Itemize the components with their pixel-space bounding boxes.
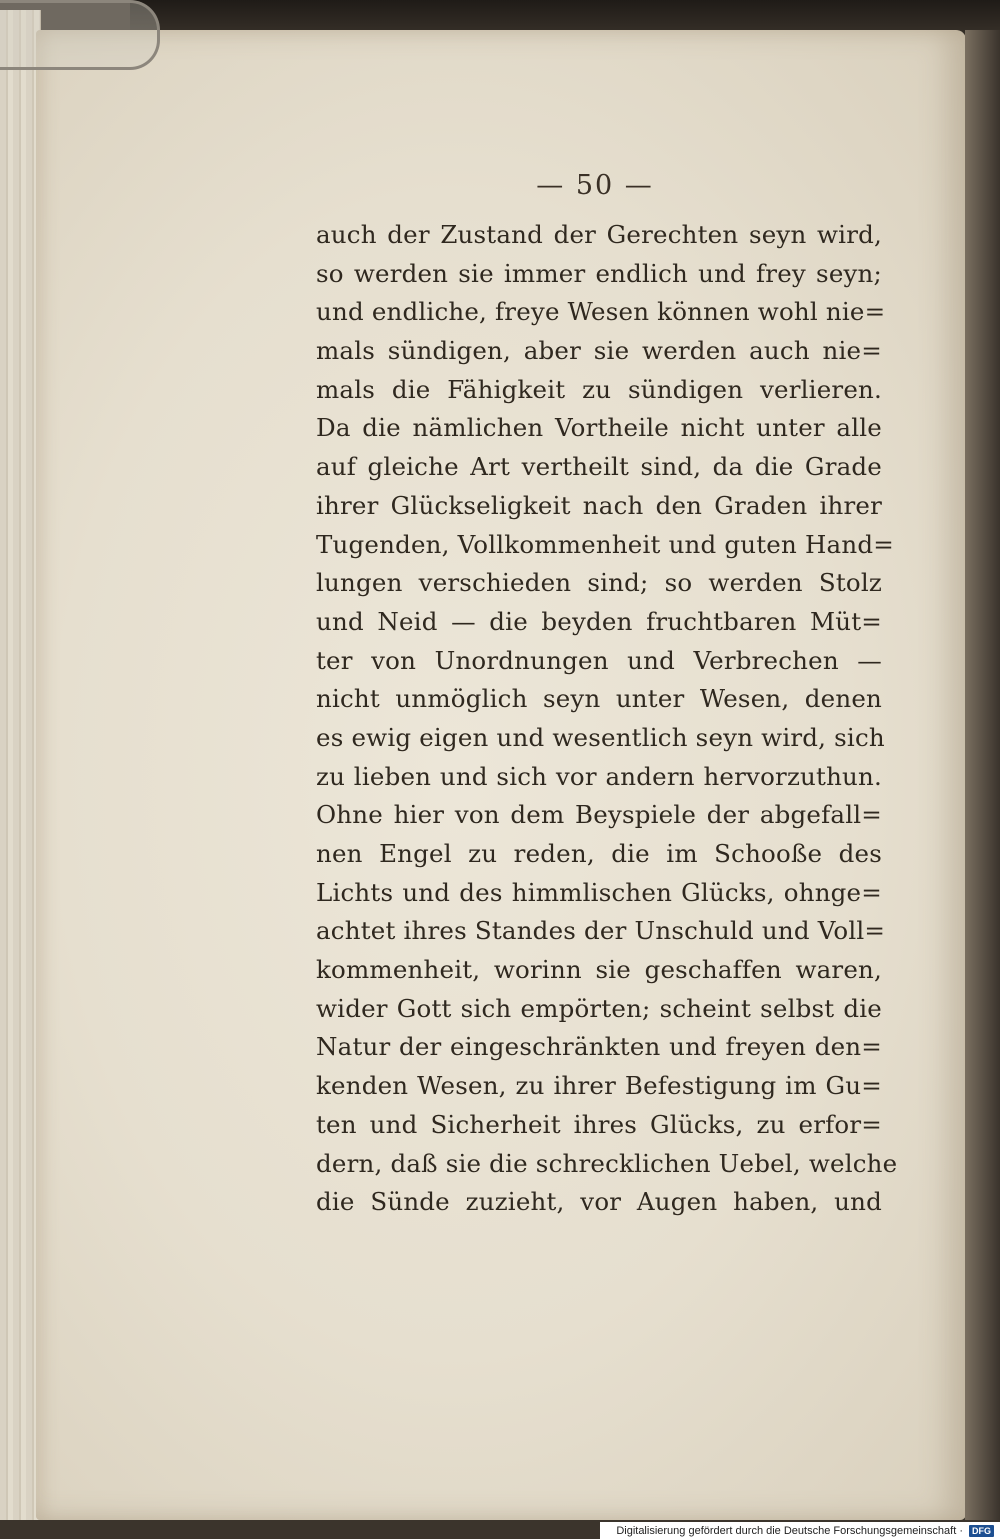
digitization-credit	[600, 1522, 1000, 1539]
text-line: ter von Unordnungen und Verbrechen —	[316, 645, 882, 675]
page-number: — 50 —	[536, 170, 654, 201]
text-line: kenden Wesen, zu ihrer Befestigung im Gu=	[316, 1071, 882, 1101]
credit-text: Digitalisierung gefördert durch die Deutsche Forschungsgemeinschaft ·	[616, 1524, 963, 1537]
text-line: so werden sie immer endlich und frey seyn;	[316, 258, 882, 288]
text-line: kommenheit, worinn sie geschaffen waren,	[316, 955, 882, 985]
text-line: mals sündigen, aber sie werden auch nie=	[316, 336, 882, 366]
paper-clip	[0, 0, 160, 70]
text-line: dern, daß sie die schrecklichen Uebel, welche	[316, 1148, 898, 1178]
text-line: lungen verschieden sind; so werden Stolz	[316, 568, 882, 598]
text-line: Tugenden, Vollkommenheit und guten Hand=	[316, 529, 894, 559]
text-line: Da die nämlichen Vortheile nicht unter alle	[316, 413, 882, 443]
text-line: ihrer Glückseligkeit nach den Graden ihrer	[316, 490, 882, 520]
text-line: Lichts und des himmlischen Glücks, ohnge=	[316, 877, 882, 907]
text-line: und endliche, freye Wesen können wohl nie=	[316, 297, 886, 327]
text-line: mals die Fähigkeit zu sündigen verlieren.	[316, 374, 882, 404]
text-line: auch der Zustand der Gerechten seyn wird,	[316, 220, 882, 249]
text-line: auf gleiche Art vertheilt sind, da die Grade	[316, 452, 882, 482]
text-line: Natur der eingeschränkten und freyen den=	[316, 1032, 882, 1062]
text-line: und Neid — die beyden fruchtbaren Müt=	[316, 606, 882, 636]
dfg-logo-icon: DFG	[969, 1525, 994, 1537]
page-stack-edge	[0, 10, 41, 1520]
text-line: zu lieben und sich vor andern hervorzuthun.	[316, 761, 882, 791]
text-line: Ohne hier von dem Beyspiele der abgefall=	[316, 800, 882, 830]
body-text	[316, 216, 898, 1222]
text-line: ten und Sicherheit ihres Glücks, zu erfor=	[316, 1109, 882, 1139]
text-line: die Sünde zuzieht, vor Augen haben, und	[316, 1187, 882, 1217]
text-line: wider Gott sich empörten; scheint selbst die	[316, 993, 882, 1023]
cover-right-edge	[965, 30, 1000, 1520]
text-line: es ewig eigen und wesentlich seyn wird, sich	[316, 722, 885, 752]
text-line: nen Engel zu reden, die im Schooße des	[316, 839, 882, 868]
text-line: nicht unmöglich seyn unter Wesen, denen	[316, 684, 882, 714]
text-line: achtet ihres Standes der Unschuld und Voll=	[316, 916, 886, 946]
